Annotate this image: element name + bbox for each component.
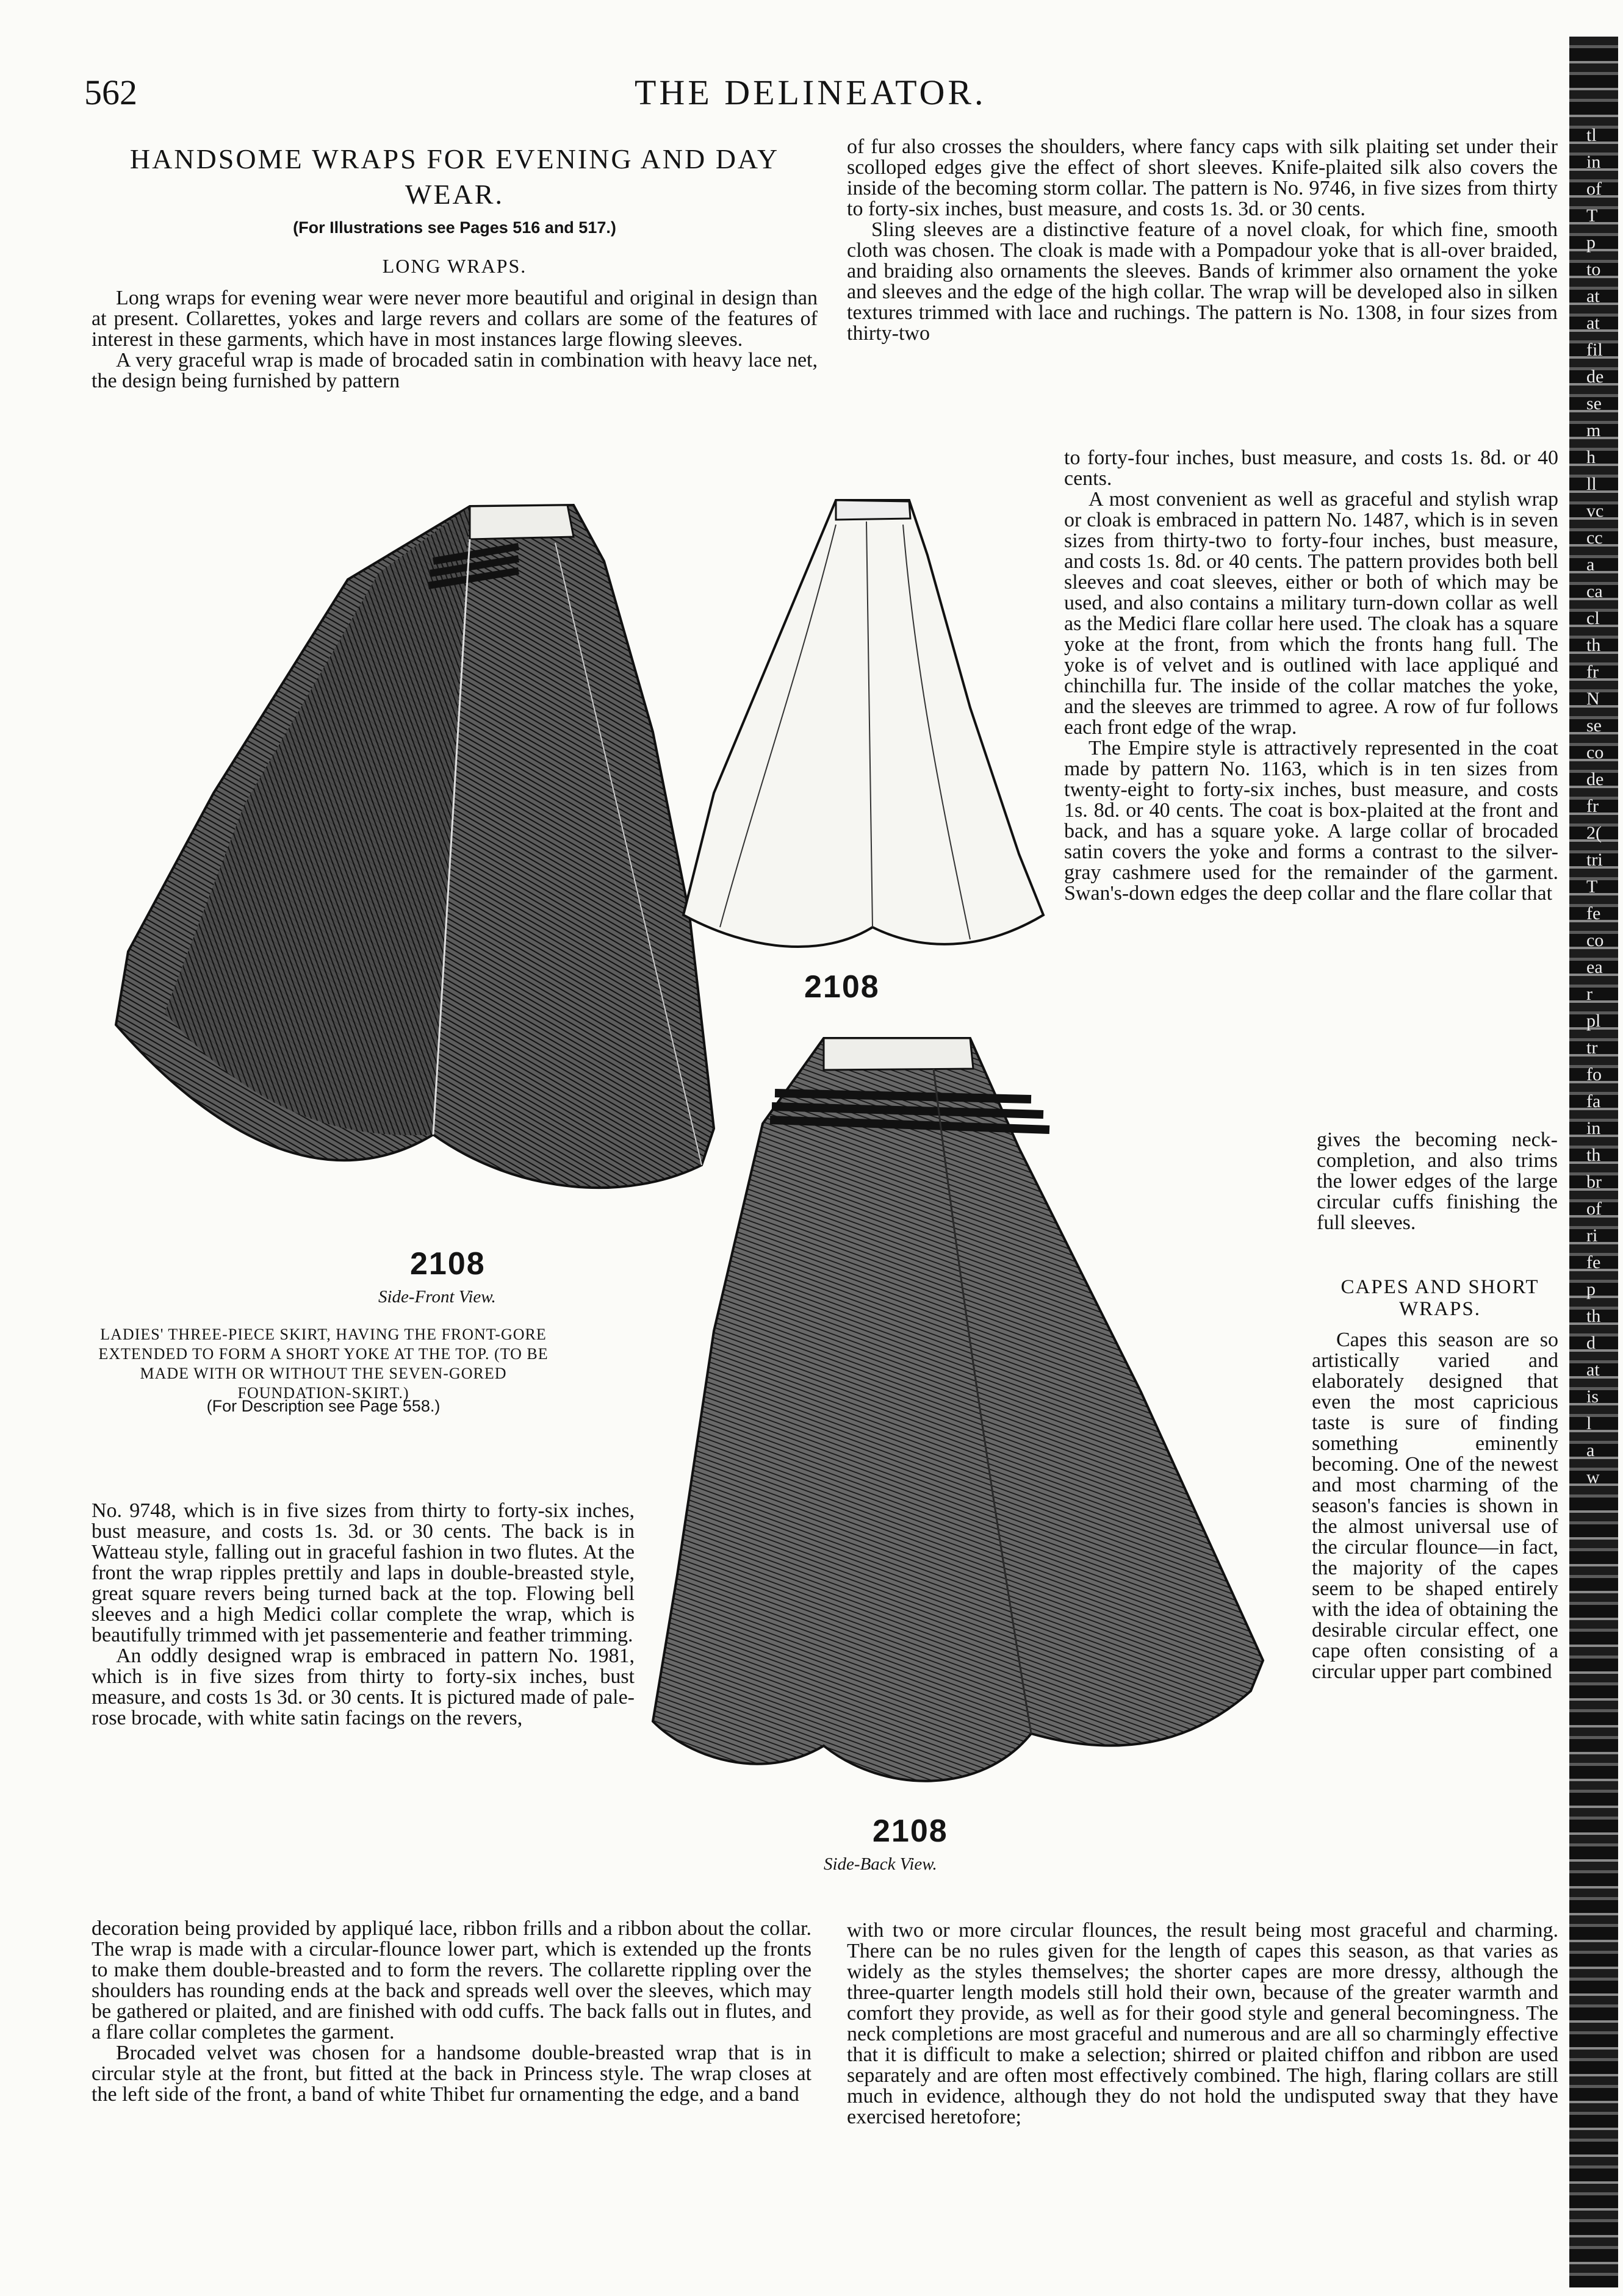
paragraph: A most convenient as well as graceful and stylish wrap or cloak is embraced in pattern No. 1487, which is in seven sizes from thirty-two to forty-four inches, bust measure, and costs 1s. 8d. or 40 cents. The pattern provides both bell sleeves and coat sleeves, either or both of which may be used, and also contains a military turn-down collar as well as the Medici flare collar here used. The cloak has a square yoke at the front, from which the fronts hang full. The yoke is of velvet and is outlined with lace appliqué and chinchilla fur. The inside of the collar matches the yoke, and the sleeves are trimmed to agree. A row of fur follows each front edge of the wrap. <box>1064 488 1558 739</box>
figure-number-small: 2108 <box>804 969 880 1005</box>
edge-fragment: fil <box>1586 340 1603 360</box>
edge-fragment: de <box>1586 367 1604 387</box>
edge-fragment: a <box>1586 1440 1595 1460</box>
paragraph: Sling sleeves are a distinctive feature of a novel cloak, for which fine, smooth cloth was chosen. The cloak is made with a Pompadour yoke that is all-over braided, and braiding also ornaments the sleeves. Bands of krimmer also ornament the yoke and sleeves and the edge of the high collar. The wrap will be developed also in silken textures trimmed with lace and ruchings. The pattern is No. 1308, in four sizes from thirty-two <box>847 218 1558 345</box>
edge-fragment: T <box>1586 206 1598 226</box>
edge-fragment: fr <box>1586 796 1599 816</box>
paragraph: of fur also crosses the shoulders, where fancy caps with silk plaiting set under their scolloped edges give the effect of short sleeves. Knife-plaited silk also covers the inside of the becoming storm collar. The pattern is No. 9746, in five sizes from thirty to forty-six inches, bust measure, and costs 1s. 3d. or 30 cents. <box>847 135 1558 220</box>
paragraph: decoration being provided by appliqué lace, ribbon frills and a ribbon about the collar. The wrap is made with a circular-flounce lower part, which is extended up the fronts to make them double-breasted and to form the revers. The collarette rippling over the shoulders has rounding ends at the back and spreads well over the sleeves, which may be gathered or plaited, and are finished with odd cuffs. The back falls out in flutes, and a flare collar completes the garment. <box>92 1917 812 2043</box>
edge-fragment: in <box>1586 152 1601 172</box>
paragraph: with two or more circular flounces, the result being most graceful and charming. There can be no rules given for the length of capes this season, as that varies as widely as the styles themselves; the shorter capes are more dressy, although the three-quarter length models still hold their own, because of the greater warmth and comfort they provide, as well as for their good style and general becomingness. The neck completions are most graceful and numerous and are all so charmingly effective that it is difficult to make a selection; shirred or plaited chiffon and ribbon are used separately and are often most effectively combined. The high, flaring collars are still much in evidence, although they do not hold the undisputed sway that they have exercised heretofore; <box>847 1919 1558 2128</box>
skirt-illustration-side-front <box>92 488 732 1281</box>
edge-fragment: T <box>1586 877 1598 897</box>
page-number: 562 <box>84 73 137 112</box>
edge-fragment: fr <box>1586 662 1599 682</box>
figure-number-back: 2108 <box>873 1813 948 1849</box>
running-title: THE DELINEATOR. <box>635 73 987 112</box>
edge-fragment: is <box>1586 1387 1599 1407</box>
skirt-illustration-side-back <box>641 1026 1318 1849</box>
edge-fragment: p <box>1586 232 1596 253</box>
edge-fragment: N <box>1586 689 1600 709</box>
edge-fragment: l <box>1586 1413 1592 1433</box>
edge-fragment: p <box>1586 1279 1596 1299</box>
paragraph: to forty-four inches, bust measure, and costs 1s. 8d. or 40 cents. <box>1064 447 1558 490</box>
article-title: HANDSOME WRAPS FOR EVENING AND DAY WEAR. <box>129 143 780 210</box>
edge-fragment: th <box>1586 1306 1601 1326</box>
right-column-bottom <box>847 1920 1558 2128</box>
edge-fragment: fe <box>1586 903 1601 924</box>
right-column-narrow <box>1317 1130 1558 1233</box>
edge-fragment: ca <box>1586 581 1603 601</box>
edge-fragment: cc <box>1586 528 1603 548</box>
left-column-bottom <box>92 1918 812 2105</box>
edge-fragment: ll <box>1586 474 1597 494</box>
paragraph: gives the becoming neck-completion, and also trims the lower edges of the large circular cuffs finishing the full sleeves. <box>1317 1128 1558 1234</box>
paragraph: Brocaded velvet was chosen for a handsome double-breasted wrap that is in circular style at the front, but fitted at the back in Princess style. The wrap closes at the left side of the front, a band of white Thibet fur ornamenting the edge, and a band <box>92 2042 812 2106</box>
edge-fragment: r <box>1586 984 1592 1004</box>
edge-fragment: se <box>1586 716 1602 736</box>
edge-fragment: vc <box>1586 501 1604 521</box>
paragraph: No. 9748, which is in five sizes from thirty to forty-six inches, bust measure, and costs 1s. 3d. or 30 cents. The back is in Watteau style, falling out in graceful fashion in two flutes. At the front the wrap ripples prettily and laps in double-breasted style, great square revers being turned back at the top. Flowing bell sleeves and a high Medici collar complete the wrap, which is beautifully trimmed with jet passementerie and feather trimming. <box>92 1499 635 1646</box>
section-heading-long-wraps: LONG WRAPS. <box>382 255 527 277</box>
edge-fragment: th <box>1586 1145 1601 1165</box>
edge-fragment: m <box>1586 420 1601 440</box>
edge-fragment: tri <box>1586 850 1603 870</box>
edge-fragment: 2( <box>1586 823 1602 843</box>
skirt-illustration-small <box>653 488 1074 976</box>
edge-fragment: at <box>1586 286 1600 306</box>
edge-fragment: h <box>1586 447 1596 467</box>
edge-fragment: ri <box>1586 1225 1598 1246</box>
illustration-reference: (For Illustrations see Pages 516 and 517.) <box>293 218 616 237</box>
right-column-top <box>847 137 1558 344</box>
edge-fragment: a <box>1586 554 1595 575</box>
paragraph: An oddly designed wrap is embraced in pattern No. 1981, which is in five sizes from thirty to forty-six inches, bust measure, and costs 1s 3d. or 30 cents. It is pictured made of pale-rose brocade, with white satin facings on the revers, <box>92 1645 635 1729</box>
edge-fragment: co <box>1586 930 1604 950</box>
edge-fragment: tl <box>1586 125 1597 145</box>
paragraph: Long wraps for evening wear were never more beautiful and original in design than at present. Collarettes, yokes and large revers and collars are some of the features of interest in these garments, which have in most instances large flowing sleeves. <box>92 287 818 351</box>
edge-fragment: fo <box>1586 1064 1602 1085</box>
left-column-middle <box>92 1501 635 1729</box>
edge-fragment: fa <box>1586 1091 1601 1111</box>
edge-fragment: pl <box>1586 1011 1601 1031</box>
edge-fragment: br <box>1586 1172 1602 1192</box>
edge-fragment: cl <box>1586 608 1600 628</box>
edge-fragment: fe <box>1586 1252 1601 1272</box>
paragraph: Capes this season are so artistically varied and elaborately designed that even the most capricious taste is sure of finding something eminently becoming. One of the newest and most charming of the season's fancies is shown in the almost universal use of the circular flounce—in fact, the majority of the capes seem to be shaped entirely with the idea of obtaining the desirable circular effect, one cape often consisting of a circular upper part combined <box>1312 1329 1558 1683</box>
paragraph: A very graceful wrap is made of brocaded satin in combination with heavy lace net, the design being furnished by pattern <box>92 349 818 392</box>
section-heading-capes: CAPES AND SHORT WRAPS. <box>1341 1276 1539 1320</box>
figure-number-front: 2108 <box>410 1246 486 1282</box>
figure-view-back: Side-Back View. <box>824 1854 937 1874</box>
description-reference: (For Description see Page 558.) <box>206 1397 441 1415</box>
edge-fragment: of <box>1586 179 1602 199</box>
edge-fragment: th <box>1586 635 1601 655</box>
edge-fragment: of <box>1586 1199 1602 1219</box>
edge-fragment: co <box>1586 742 1604 762</box>
edge-fragment: to <box>1586 259 1601 279</box>
right-column-middle <box>1064 448 1558 904</box>
edge-fragment: de <box>1586 769 1604 789</box>
edge-fragment: ea <box>1586 957 1603 977</box>
page-edge-fragments <box>1586 122 1621 1491</box>
figure-caption: LADIES' THREE-PIECE SKIRT, HAVING THE FRONT-GORE EXTENDED TO FORM A SHORT YOKE AT THE TOP. (TO BE MADE WITH OR WITHOUT THE SEVEN-GORED FOUNDATION-SKIRT.) <box>98 1326 549 1402</box>
figure-view-front: Side-Front View. <box>378 1287 496 1307</box>
edge-fragment: in <box>1586 1118 1601 1138</box>
edge-fragment: se <box>1586 393 1602 414</box>
left-column-top <box>92 288 818 392</box>
edge-fragment: at <box>1586 1360 1600 1380</box>
edge-fragment: tr <box>1586 1038 1598 1058</box>
edge-fragment: at <box>1586 313 1600 333</box>
edge-fragment: d <box>1586 1333 1596 1353</box>
paragraph: The Empire style is attractively represented in the coat made by pattern No. 1163, which is in ten sizes from twenty-eight to forty-six inches, bust measure, and costs 1s. 8d. or 40 cents. The coat is box-plaited at the front and back, and has a square yoke. A large collar of brocaded satin covers the yoke and forms a contrast to the silver-gray cashmere used for the remainder of the garment. Swan's-down edges the deep collar and the flare collar that <box>1064 737 1558 905</box>
capes-column <box>1312 1330 1558 1682</box>
edge-fragment: w <box>1586 1467 1600 1487</box>
